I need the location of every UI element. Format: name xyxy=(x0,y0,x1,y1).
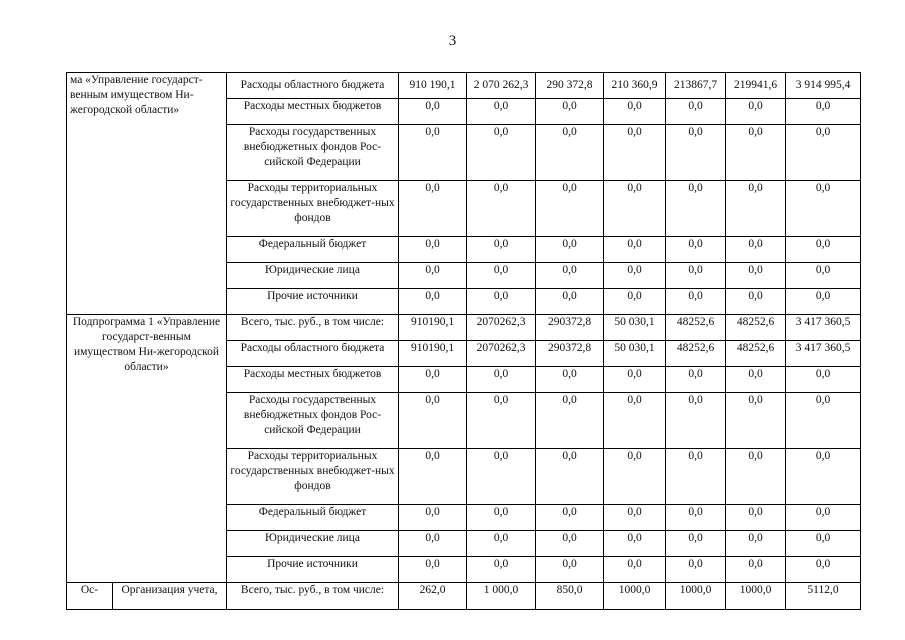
value-cell: 0,0 xyxy=(399,125,467,181)
value-cell: 50 030,1 xyxy=(604,315,666,341)
source-cell: Федеральный бюджет xyxy=(227,237,399,263)
value-cell: 0,0 xyxy=(536,557,604,583)
value-cell: 0,0 xyxy=(786,557,861,583)
value-cell: 0,0 xyxy=(726,237,786,263)
table-row xyxy=(67,73,861,99)
value-cell: 0,0 xyxy=(726,125,786,181)
value-cell: 0,0 xyxy=(786,237,861,263)
value-cell: 910 190,1 xyxy=(399,73,467,99)
value-cell: 48252,6 xyxy=(666,315,726,341)
value-cell: 0,0 xyxy=(399,367,467,393)
value-cell: 0,0 xyxy=(536,181,604,237)
item-name-cell: Организация учета, xyxy=(113,583,227,610)
value-cell: 48252,6 xyxy=(726,341,786,367)
program-name-cell: ма «Управление государст-венным имуществом Ни-жегородской области» xyxy=(67,73,227,315)
value-cell: 0,0 xyxy=(399,557,467,583)
value-cell: 0,0 xyxy=(604,531,666,557)
source-cell: Расходы областного бюджета xyxy=(227,73,399,99)
subprogram-name-cell: Подпрограмма 1 «Управление государст-венным имуществом Ни-жегородской области» xyxy=(67,315,227,583)
value-cell: 0,0 xyxy=(726,99,786,125)
value-cell: 0,0 xyxy=(536,125,604,181)
item-code-cell: Ос- xyxy=(67,583,113,610)
value-cell: 0,0 xyxy=(786,449,861,505)
value-cell: 0,0 xyxy=(666,237,726,263)
value-cell: 0,0 xyxy=(467,289,536,315)
value-cell: 0,0 xyxy=(467,125,536,181)
value-cell: 48252,6 xyxy=(726,315,786,341)
value-cell: 0,0 xyxy=(467,505,536,531)
value-cell: 0,0 xyxy=(726,531,786,557)
value-cell: 0,0 xyxy=(467,263,536,289)
value-cell: 0,0 xyxy=(726,263,786,289)
value-cell: 48252,6 xyxy=(666,341,726,367)
source-cell: Юридические лица xyxy=(227,531,399,557)
value-cell: 0,0 xyxy=(786,263,861,289)
value-cell: 910190,1 xyxy=(399,315,467,341)
value-cell: 0,0 xyxy=(786,99,861,125)
value-cell: 0,0 xyxy=(666,557,726,583)
value-cell: 0,0 xyxy=(536,393,604,449)
value-cell: 0,0 xyxy=(666,531,726,557)
value-cell: 0,0 xyxy=(786,531,861,557)
value-cell: 850,0 xyxy=(536,583,604,610)
value-cell: 0,0 xyxy=(666,289,726,315)
value-cell: 1000,0 xyxy=(666,583,726,610)
value-cell: 0,0 xyxy=(399,237,467,263)
value-cell: 0,0 xyxy=(666,99,726,125)
value-cell: 0,0 xyxy=(536,237,604,263)
source-cell: Прочие источники xyxy=(227,557,399,583)
value-cell: 0,0 xyxy=(666,367,726,393)
table-row xyxy=(67,315,861,341)
value-cell: 0,0 xyxy=(536,367,604,393)
source-cell: Юридические лица xyxy=(227,263,399,289)
source-cell: Расходы территориальных государственных внебюджет-ных фондов xyxy=(227,181,399,237)
value-cell: 2070262,3 xyxy=(467,315,536,341)
value-cell: 0,0 xyxy=(726,289,786,315)
value-cell: 0,0 xyxy=(726,393,786,449)
value-cell: 0,0 xyxy=(604,263,666,289)
value-cell: 0,0 xyxy=(399,289,467,315)
value-cell: 0,0 xyxy=(666,393,726,449)
value-cell: 0,0 xyxy=(604,449,666,505)
budget-table xyxy=(66,72,861,610)
value-cell: 290372,8 xyxy=(536,341,604,367)
value-cell: 0,0 xyxy=(726,367,786,393)
value-cell: 0,0 xyxy=(467,181,536,237)
value-cell: 0,0 xyxy=(399,531,467,557)
value-cell: 0,0 xyxy=(604,289,666,315)
value-cell: 0,0 xyxy=(786,125,861,181)
value-cell: 0,0 xyxy=(399,449,467,505)
page-number: 3 xyxy=(448,33,457,49)
value-cell: 0,0 xyxy=(604,505,666,531)
value-cell: 0,0 xyxy=(399,505,467,531)
value-cell: 0,0 xyxy=(666,125,726,181)
value-cell: 0,0 xyxy=(467,393,536,449)
value-cell: 0,0 xyxy=(786,181,861,237)
value-cell: 0,0 xyxy=(786,367,861,393)
value-cell: 0,0 xyxy=(786,289,861,315)
value-cell: 0,0 xyxy=(467,531,536,557)
value-cell: 0,0 xyxy=(536,531,604,557)
value-cell: 5112,0 xyxy=(786,583,861,610)
value-cell: 1 000,0 xyxy=(467,583,536,610)
source-cell: Всего, тыс. руб., в том числе: xyxy=(227,583,399,610)
source-cell: Расходы областного бюджета xyxy=(227,341,399,367)
value-cell: 0,0 xyxy=(604,557,666,583)
value-cell: 3 417 360,5 xyxy=(786,341,861,367)
value-cell: 0,0 xyxy=(467,99,536,125)
value-cell: 1000,0 xyxy=(604,583,666,610)
value-cell: 0,0 xyxy=(604,393,666,449)
value-cell: 0,0 xyxy=(399,99,467,125)
source-cell: Расходы местных бюджетов xyxy=(227,99,399,125)
source-cell: Расходы территориальных государственных внебюджет-ных фондов xyxy=(227,449,399,505)
value-cell: 290 372,8 xyxy=(536,73,604,99)
value-cell: 0,0 xyxy=(467,237,536,263)
value-cell: 290372,8 xyxy=(536,315,604,341)
value-cell: 213867,7 xyxy=(666,73,726,99)
value-cell: 0,0 xyxy=(536,505,604,531)
value-cell: 0,0 xyxy=(604,237,666,263)
value-cell: 0,0 xyxy=(786,393,861,449)
value-cell: 50 030,1 xyxy=(604,341,666,367)
value-cell: 0,0 xyxy=(536,449,604,505)
value-cell: 0,0 xyxy=(604,125,666,181)
value-cell: 0,0 xyxy=(467,367,536,393)
value-cell: 0,0 xyxy=(399,393,467,449)
value-cell: 2070262,3 xyxy=(467,341,536,367)
value-cell: 0,0 xyxy=(666,505,726,531)
value-cell: 0,0 xyxy=(536,99,604,125)
source-cell: Расходы местных бюджетов xyxy=(227,367,399,393)
value-cell: 910190,1 xyxy=(399,341,467,367)
value-cell: 0,0 xyxy=(666,449,726,505)
value-cell: 210 360,9 xyxy=(604,73,666,99)
value-cell: 0,0 xyxy=(399,263,467,289)
value-cell: 3 417 360,5 xyxy=(786,315,861,341)
value-cell: 0,0 xyxy=(726,557,786,583)
value-cell: 0,0 xyxy=(399,181,467,237)
value-cell: 262,0 xyxy=(399,583,467,610)
value-cell: 0,0 xyxy=(666,181,726,237)
source-cell: Расходы государственных внебюджетных фондов Рос-сийской Федерации xyxy=(227,125,399,181)
value-cell: 0,0 xyxy=(786,505,861,531)
source-cell: Прочие источники xyxy=(227,289,399,315)
source-cell: Федеральный бюджет xyxy=(227,505,399,531)
value-cell: 0,0 xyxy=(604,367,666,393)
value-cell: 0,0 xyxy=(666,263,726,289)
value-cell: 0,0 xyxy=(467,557,536,583)
value-cell: 0,0 xyxy=(467,449,536,505)
value-cell: 0,0 xyxy=(604,181,666,237)
value-cell: 0,0 xyxy=(726,505,786,531)
value-cell: 0,0 xyxy=(536,289,604,315)
source-cell: Расходы государственных внебюджетных фондов Рос-сийской Федерации xyxy=(227,393,399,449)
value-cell: 0,0 xyxy=(604,99,666,125)
source-cell: Всего, тыс. руб., в том числе: xyxy=(227,315,399,341)
value-cell: 0,0 xyxy=(726,449,786,505)
value-cell: 0,0 xyxy=(536,263,604,289)
table-row xyxy=(67,583,861,610)
value-cell: 3 914 995,4 xyxy=(786,73,861,99)
value-cell: 219941,6 xyxy=(726,73,786,99)
value-cell: 0,0 xyxy=(726,181,786,237)
value-cell: 1000,0 xyxy=(726,583,786,610)
value-cell: 2 070 262,3 xyxy=(467,73,536,99)
